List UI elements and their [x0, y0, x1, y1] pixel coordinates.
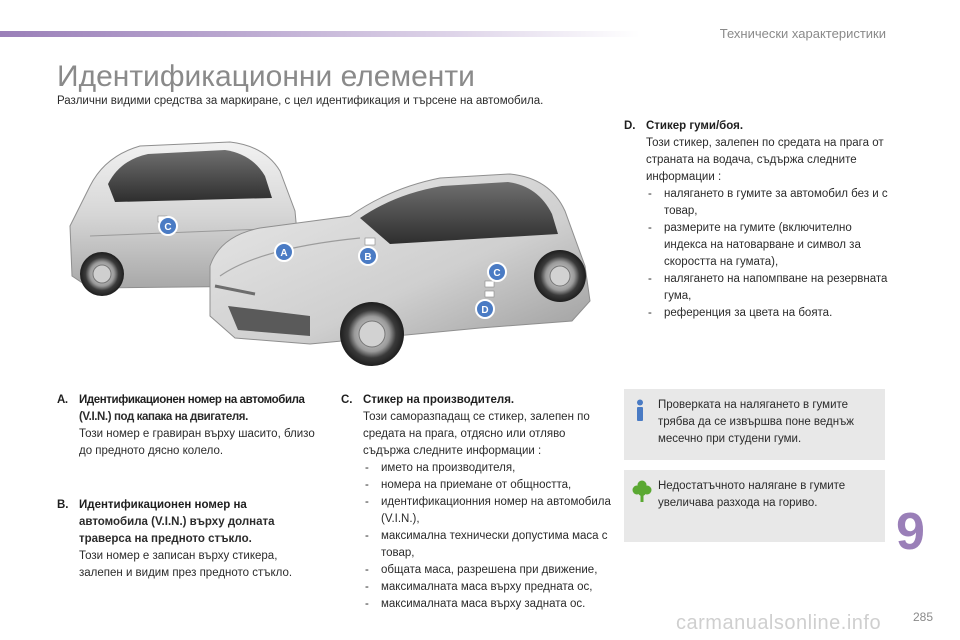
watermark: carmanualsonline.info	[676, 612, 882, 634]
section-c	[341, 392, 611, 613]
section-a-heading-2: (V.I.N.) под капака на двигателя.	[79, 411, 248, 423]
section-b-heading-2: автомобила (V.I.N.) върху долната	[79, 516, 275, 528]
label-b-badge	[359, 247, 377, 265]
section-b-body: Този номер е записан върху стикера, залепен и видим през предното стъкло.	[79, 550, 293, 579]
list-item: - размерите на гумите (включително индекса на натоварване и символ за скоростта на гумата),	[646, 220, 889, 271]
page-number: 285	[913, 610, 934, 624]
top-accent-bar	[0, 31, 640, 37]
list-item: - налягането в гумите за автомобил без и с товар,	[646, 186, 889, 220]
list-item: - общата маса, разрешена при движение,	[363, 562, 611, 579]
list-item: - максималната маса върху задната ос.	[363, 596, 611, 613]
section-b-heading: B. Идентификационен номер на	[57, 499, 247, 511]
info-note-box	[624, 389, 885, 460]
section-b-heading-3: траверса на предното стъкло.	[79, 533, 252, 545]
section-d-heading: D. Стикер гуми/боя.	[624, 120, 744, 132]
page-title: Идентификационни елементи	[57, 60, 475, 93]
eco-note-text: Недостатъчното налягане в гумите увеличава разхода на гориво.	[658, 480, 846, 509]
eco-note-box	[624, 470, 885, 542]
section-title: Технически характеристики	[719, 26, 886, 41]
label-a-text: A	[280, 248, 288, 259]
section-c-list	[341, 460, 611, 613]
section-a-body: Този номер е гравиран върху шасито, близо до предното дясно колело.	[79, 428, 315, 457]
label-a-badge	[275, 243, 293, 261]
list-item: - идентификационния номер на автомобила (V.I.N.),	[363, 494, 611, 528]
page-subtitle: Различни видими средства за маркиране, с цел идентификация и търсене на автомобила.	[57, 95, 544, 107]
section-d-body: Този стикер, залепен по средата на прага от страната на водача, съдържа следните информации :	[646, 137, 884, 183]
section-d	[624, 118, 889, 322]
section-d-list	[624, 186, 889, 322]
list-item: - налягането на напомпване на резервната гума,	[646, 271, 889, 305]
section-b	[57, 497, 322, 582]
label-b-text: B	[364, 252, 372, 263]
list-item: - максималната маса върху предната ос,	[363, 579, 611, 596]
list-item: - максимална технически допустима маса с товар,	[363, 528, 611, 562]
label-c-rear-text: C	[164, 222, 172, 233]
list-item: - референция за цвета на боята.	[646, 305, 889, 322]
label-d-text: D	[481, 305, 489, 316]
section-a	[57, 392, 322, 460]
label-d-badge	[476, 300, 494, 318]
sticker-b	[365, 238, 375, 245]
sticker-c-front	[485, 281, 494, 287]
sticker-d	[485, 291, 494, 297]
eco-tree-icon	[632, 480, 652, 508]
info-icon	[632, 399, 648, 427]
list-item: - името на производителя,	[363, 460, 611, 477]
list-item: - номера на приемане от общността,	[363, 477, 611, 494]
section-c-heading: C. Стикер на производителя.	[341, 394, 515, 406]
chapter-number: 9	[896, 503, 925, 561]
label-c-front-badge	[488, 263, 506, 281]
car-illustration	[60, 116, 600, 378]
info-note-text: Проверката на налягането в гумите трябва да се извършва поне веднъж месечно при студени гуми.	[658, 399, 854, 445]
label-c-front-text: C	[493, 268, 501, 279]
label-c-rear-badge	[159, 217, 177, 235]
section-a-heading: A. Идентификационен номер на автомобила	[57, 394, 305, 406]
section-c-body: Този саморазпадащ се стикер, залепен по средата на прага, отдясно или отляво съдържа следните информации :	[363, 411, 590, 457]
